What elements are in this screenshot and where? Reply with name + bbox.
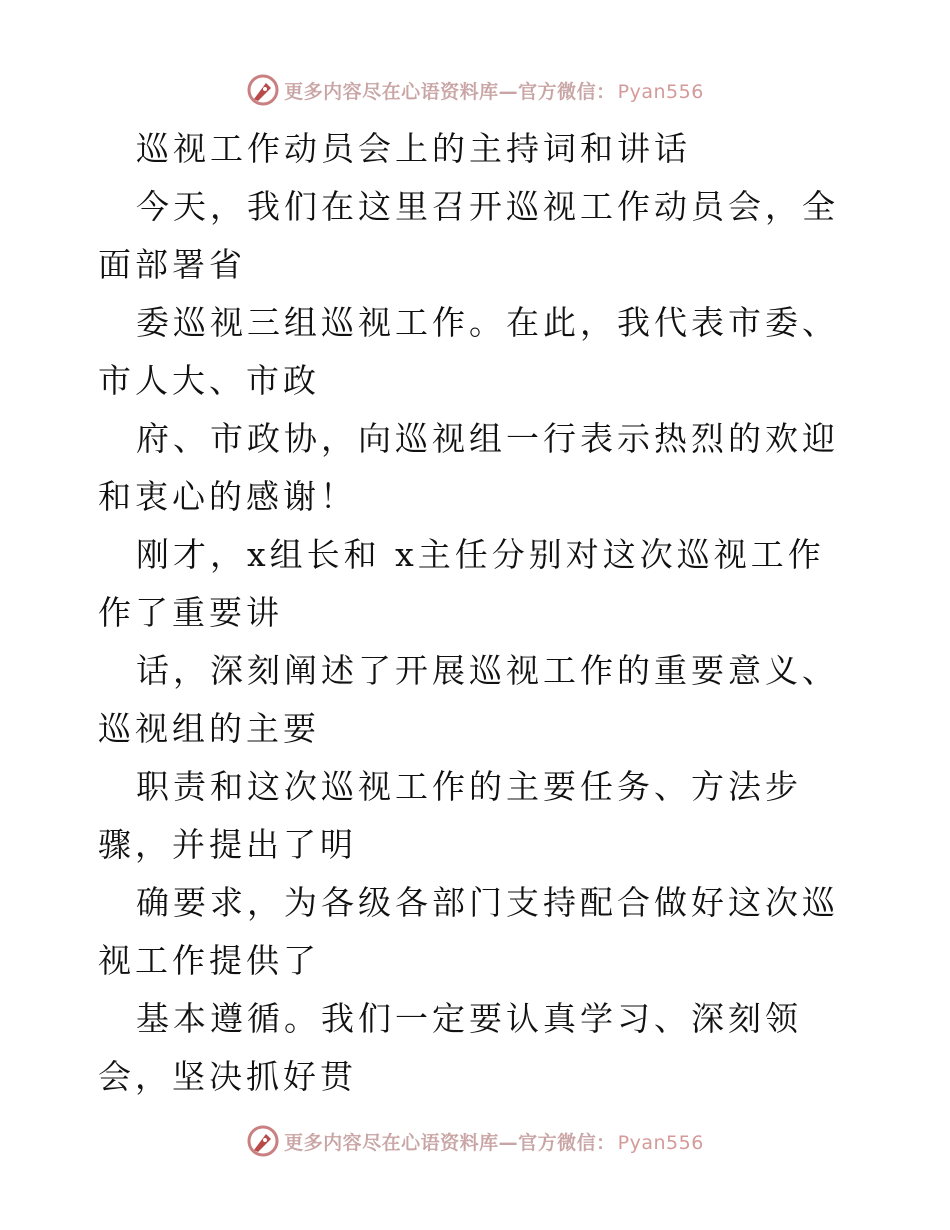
footer-watermark-banner [0, 1121, 950, 1161]
pen-nib-logo-icon [246, 1124, 280, 1158]
paragraph-line: 委巡视三组巡视工作。在此，我代表市委、市人大、市政 [98, 303, 839, 400]
watermark-label: 更多内容尽在心语资料库—官方微信： [284, 1131, 616, 1154]
watermark-handle: Pyan556 [617, 80, 704, 103]
paragraph-line: 职责和这次巡视工作的主要任务、方法步骤，并提出了明 [98, 767, 802, 864]
watermark-label: 更多内容尽在心语资料库—官方微信： [284, 80, 616, 103]
watermark-text [284, 77, 704, 104]
paragraph-line: 刚才，x组长和 x主任分别对这次巡视工作作了重要讲 [98, 535, 825, 632]
paragraph-line: 话，深刻阐述了开展巡视工作的重要意义、巡视组的主要 [98, 651, 839, 748]
paragraph-line: 今天，我们在这里召开巡视工作动员会，全面部署省 [98, 187, 839, 284]
paragraph-line: 府、市政协，向巡视组一行表示热烈的欢迎和衷心的感谢！ [98, 419, 839, 516]
document-body [98, 120, 858, 1106]
pen-nib-logo-icon [246, 73, 280, 107]
document-title: 巡视工作动员会上的主持词和讲话 [136, 129, 691, 168]
watermark-handle: Pyan556 [617, 1131, 704, 1154]
watermark-text [284, 1128, 704, 1155]
paragraph-line: 基本遵循。我们一定要认真学习、深刻领会，坚决抓好贯 [98, 999, 802, 1096]
header-watermark-banner [0, 70, 950, 110]
paragraph-line: 确要求，为各级各部门支持配合做好这次巡视工作提供了 [98, 883, 839, 980]
